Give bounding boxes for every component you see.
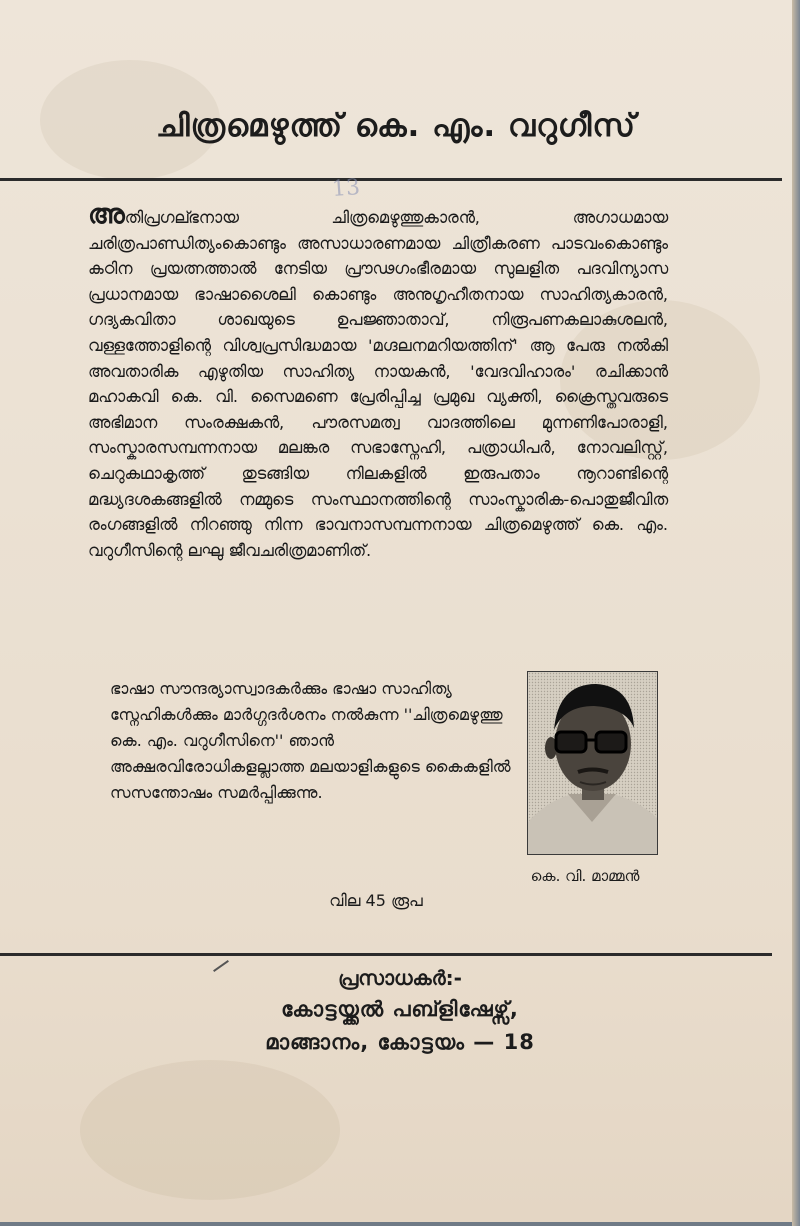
price-label: വില 45 രൂപ	[329, 891, 423, 910]
publisher-address: മാങ്ങാനം, കോട്ടയം — 18	[265, 1030, 535, 1054]
bottom-divider	[0, 953, 772, 956]
page-edge	[792, 0, 800, 1226]
author-photo	[527, 671, 658, 855]
paper-stain	[80, 1060, 340, 1200]
blurb-text: തിപ്രഗല്ഭനായ ചിത്രമെഴുത്തുകാരൻ, അഗാധമായ ചരിത്രപാണ്ഡിത്യംകൊണ്ടും അസാധാരണമായ ചിത്രീകരണ പാടവംകൊണ്ടും കഠിന പ്രയത്നത്താൽ നേടിയ പ്രൗഢഗംഭീരമായ സുലളിത പദവിന്യാസ പ്രധാനമായ ഭാഷാശൈലി കൊണ്ടും അനുഗൃഹീതനായ സാഹിത്യകാരൻ, ഗദ്യകവിതാ ശാഖയുടെ ഉപജ്ഞാതാവ്, നിരൂപണകലാകുശലൻ, വള്ളത്തോളിന്റെ വിശ്വപ്രസിദ്ധമായ 'മഗ്ദലനമറിയത്തിന്' ആ പേരു നൽകി അവതാരിക എഴുതിയ സാഹിത്യ നായകൻ, 'വേദവിഹാരം' രചിക്കാൻ മഹാകവി കെ. വി. സൈമണെ പ്രേരിപ്പിച്ച പ്രമുഖ വ്യക്തി, ക്രൈസ്തവരുടെ അഭിമാന സംരക്ഷകൻ, പൗരസമത്വ വാദത്തിലെ മുന്നണിപോരാളി, സംസ്കാരസമ്പന്നനായ മലങ്കര സഭാസ്നേഹി, പത്രാധിപർ, നോവലിസ്റ്റ്, ചെറുകഥാകൃത്ത് തുടങ്ങിയ നിലകളിൽ ഇരുപതാം നൂറാണ്ടിന്റെ മദ്ധ്യദശകങ്ങളിൽ നമ്മുടെ സംസ്ഥാനത്തിന്റെ സാംസ്കാരിക-പൊതുജീവിത രംഗങ്ങളിൽ നിറഞ്ഞു നിന്ന ഭാവനാസമ്പന്നനായ ചിത്രമെഴുത്ത് കെ. എം. വറുഗീസിന്റെ ലഘു ജീവചരിത്രമാണിത്.	[88, 208, 668, 560]
book-title: ചിത്രമെഴുത്ത് കെ. എം. വറുഗീസ്	[156, 108, 636, 144]
blurb-paragraph	[88, 199, 668, 563]
publisher-heading: പ്രസാധകർ:-	[338, 966, 462, 990]
photo-caption: കെ. വി. മാമ്മൻ	[530, 867, 640, 885]
portrait-image	[528, 672, 657, 854]
handwritten-mark: 13	[331, 175, 361, 202]
drop-cap: അ	[88, 199, 125, 230]
top-divider	[0, 178, 782, 181]
dedication-paragraph: ഭാഷാ സൗന്ദര്യാസ്വാദകർക്കും ഭാഷാ സാഹിത്യ സ്നേഹികൾക്കും മാർഗ്ഗദർശനം നൽകുന്ന ''ചിത്രമെഴുത്തു കെ. എം. വറുഗീസിനെ'' ഞാൻ അക്ഷരവിരോധികളല്ലാത്ത മലയാളികളുടെ കൈകളിൽ സസന്തോഷം സമർപ്പിക്കുന്നു.	[110, 679, 511, 802]
publisher-name: കോട്ടയ്ക്കൽ പബ്ളിഷേഴ്സ്,	[281, 997, 519, 1021]
